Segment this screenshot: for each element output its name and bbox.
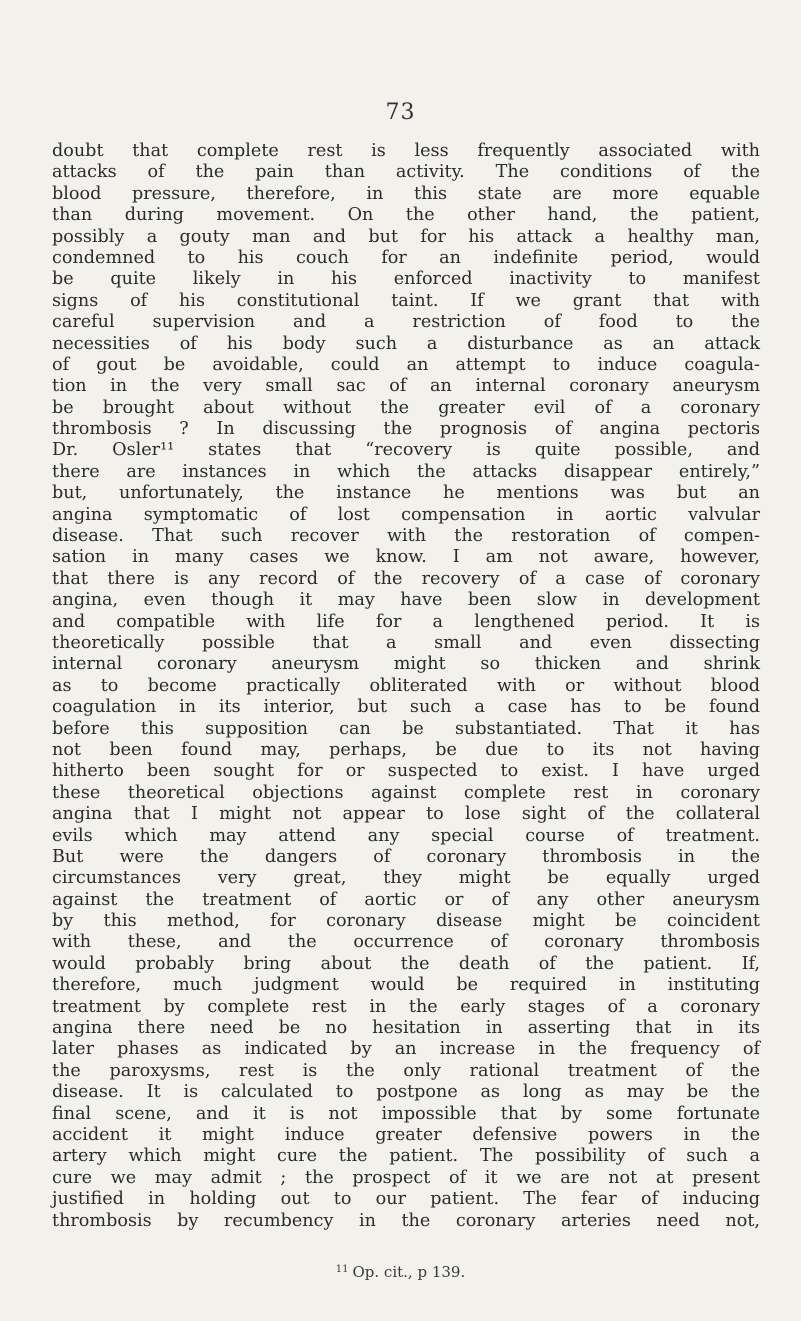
text-line: not been found may, perhaps, be due to its not having <box>52 739 760 760</box>
body-text <box>52 141 760 1232</box>
text-line: would probably bring about the death of the patient. If, <box>52 953 760 974</box>
text-line: angina there need be no hesitation in asserting that in its <box>52 1018 760 1039</box>
text-line: angina that I might not appear to lose sight of the collateral <box>52 804 760 825</box>
text-line: possibly a gouty man and but for his attack a healthy man, <box>52 226 760 247</box>
text-line: internal coronary aneurysm might so thicken and shrink <box>52 654 760 675</box>
page-number: 73 <box>385 100 416 125</box>
text-line: thrombosis by recumbency in the coronary arteries need not, <box>52 1210 760 1231</box>
text-line: the paroxysms, rest is the only rational treatment of the <box>52 1060 760 1081</box>
text-line: necessities of his body such a disturbance as an attack <box>52 333 760 354</box>
text-line: careful supervision and a restriction of food to the <box>52 312 760 333</box>
text-line: disease. That such recover with the restoration of compen- <box>52 526 760 547</box>
text-line: by this method, for coronary disease might be coincident <box>52 911 760 932</box>
text-line: attacks of the pain than activity. The conditions of the <box>52 162 760 183</box>
text-line: blood pressure, therefore, in this state are more equable <box>52 183 760 204</box>
text-line: before this supposition can be substantiated. That it has <box>52 718 760 739</box>
text-line: circumstances very great, they might be equally urged <box>52 868 760 889</box>
footnote-marker: 11 <box>335 1264 349 1275</box>
text-line: but, unfortunately, the instance he mentions was but an <box>52 483 760 504</box>
text-line: evils which may attend any special course of treatment. <box>52 825 760 846</box>
text-line: Dr. Osler¹¹ states that “recovery is quite possible, and <box>52 440 760 461</box>
text-line: be brought about without the greater evil of a coronary <box>52 397 760 418</box>
text-line: justified in holding out to our patient. The fear of inducing <box>52 1189 760 1210</box>
text-line: than during movement. On the other hand, the patient, <box>52 205 760 226</box>
text-line: that there is any record of the recovery of a case of coronary <box>52 568 760 589</box>
text-line: hitherto been sought for or suspected to exist. I have urged <box>52 761 760 782</box>
text-line: final scene, and it is not impossible that by some fortunate <box>52 1103 760 1124</box>
text-line: accident it might induce greater defensive powers in the <box>52 1124 760 1145</box>
text-line: coagulation in its interior, but such a case has to be found <box>52 697 760 718</box>
text-line: later phases as indicated by an increase in the frequency of <box>52 1039 760 1060</box>
text-line: be quite likely in his enforced inactivity to manifest <box>52 269 760 290</box>
text-line: angina symptomatic of lost compensation in aortic valvular <box>52 504 760 525</box>
text-line: treatment by complete rest in the early stages of a coronary <box>52 996 760 1017</box>
text-line: sation in many cases we know. I am not aware, however, <box>52 547 760 568</box>
text-line: artery which might cure the patient. The possibility of such a <box>52 1146 760 1167</box>
footnote <box>0 1263 801 1281</box>
text-line: with these, and the occurrence of coronary thrombosis <box>52 932 760 953</box>
text-line: condemned to his couch for an indefinite period, would <box>52 247 760 268</box>
text-line: as to become practically obliterated with or without blood <box>52 675 760 696</box>
text-line: signs of his constitutional taint. If we grant that with <box>52 290 760 311</box>
text-line: doubt that complete rest is less frequently associated with <box>52 141 760 161</box>
text-line: there are instances in which the attacks disappear entirely,” <box>52 461 760 482</box>
text-line: cure we may admit ; the prospect of it we are not at present <box>52 1167 760 1188</box>
text-line: disease. It is calculated to postpone as long as may be the <box>52 1082 760 1103</box>
text-line: of gout be avoidable, could an attempt to induce coagula- <box>52 354 760 375</box>
text-line: But were the dangers of coronary thrombosis in the <box>52 846 760 867</box>
text-line: angina, even though it may have been slow in development <box>52 590 760 611</box>
text-line: against the treatment of aortic or of any other aneurysm <box>52 889 760 910</box>
text-line: tion in the very small sac of an internal coronary aneurysm <box>52 376 760 397</box>
text-line: these theoretical objections against complete rest in coronary <box>52 782 760 803</box>
text-line: thrombosis ? In discussing the prognosis of angina pectoris <box>52 419 760 440</box>
text-line: therefore, much judgment would be required in instituting <box>52 975 760 996</box>
text-line: and compatible with life for a lengthened period. It is <box>52 611 760 632</box>
footnote-text: Op. cit., p 139. <box>352 1263 466 1281</box>
text-line: theoretically possible that a small and even dissecting <box>52 632 760 653</box>
